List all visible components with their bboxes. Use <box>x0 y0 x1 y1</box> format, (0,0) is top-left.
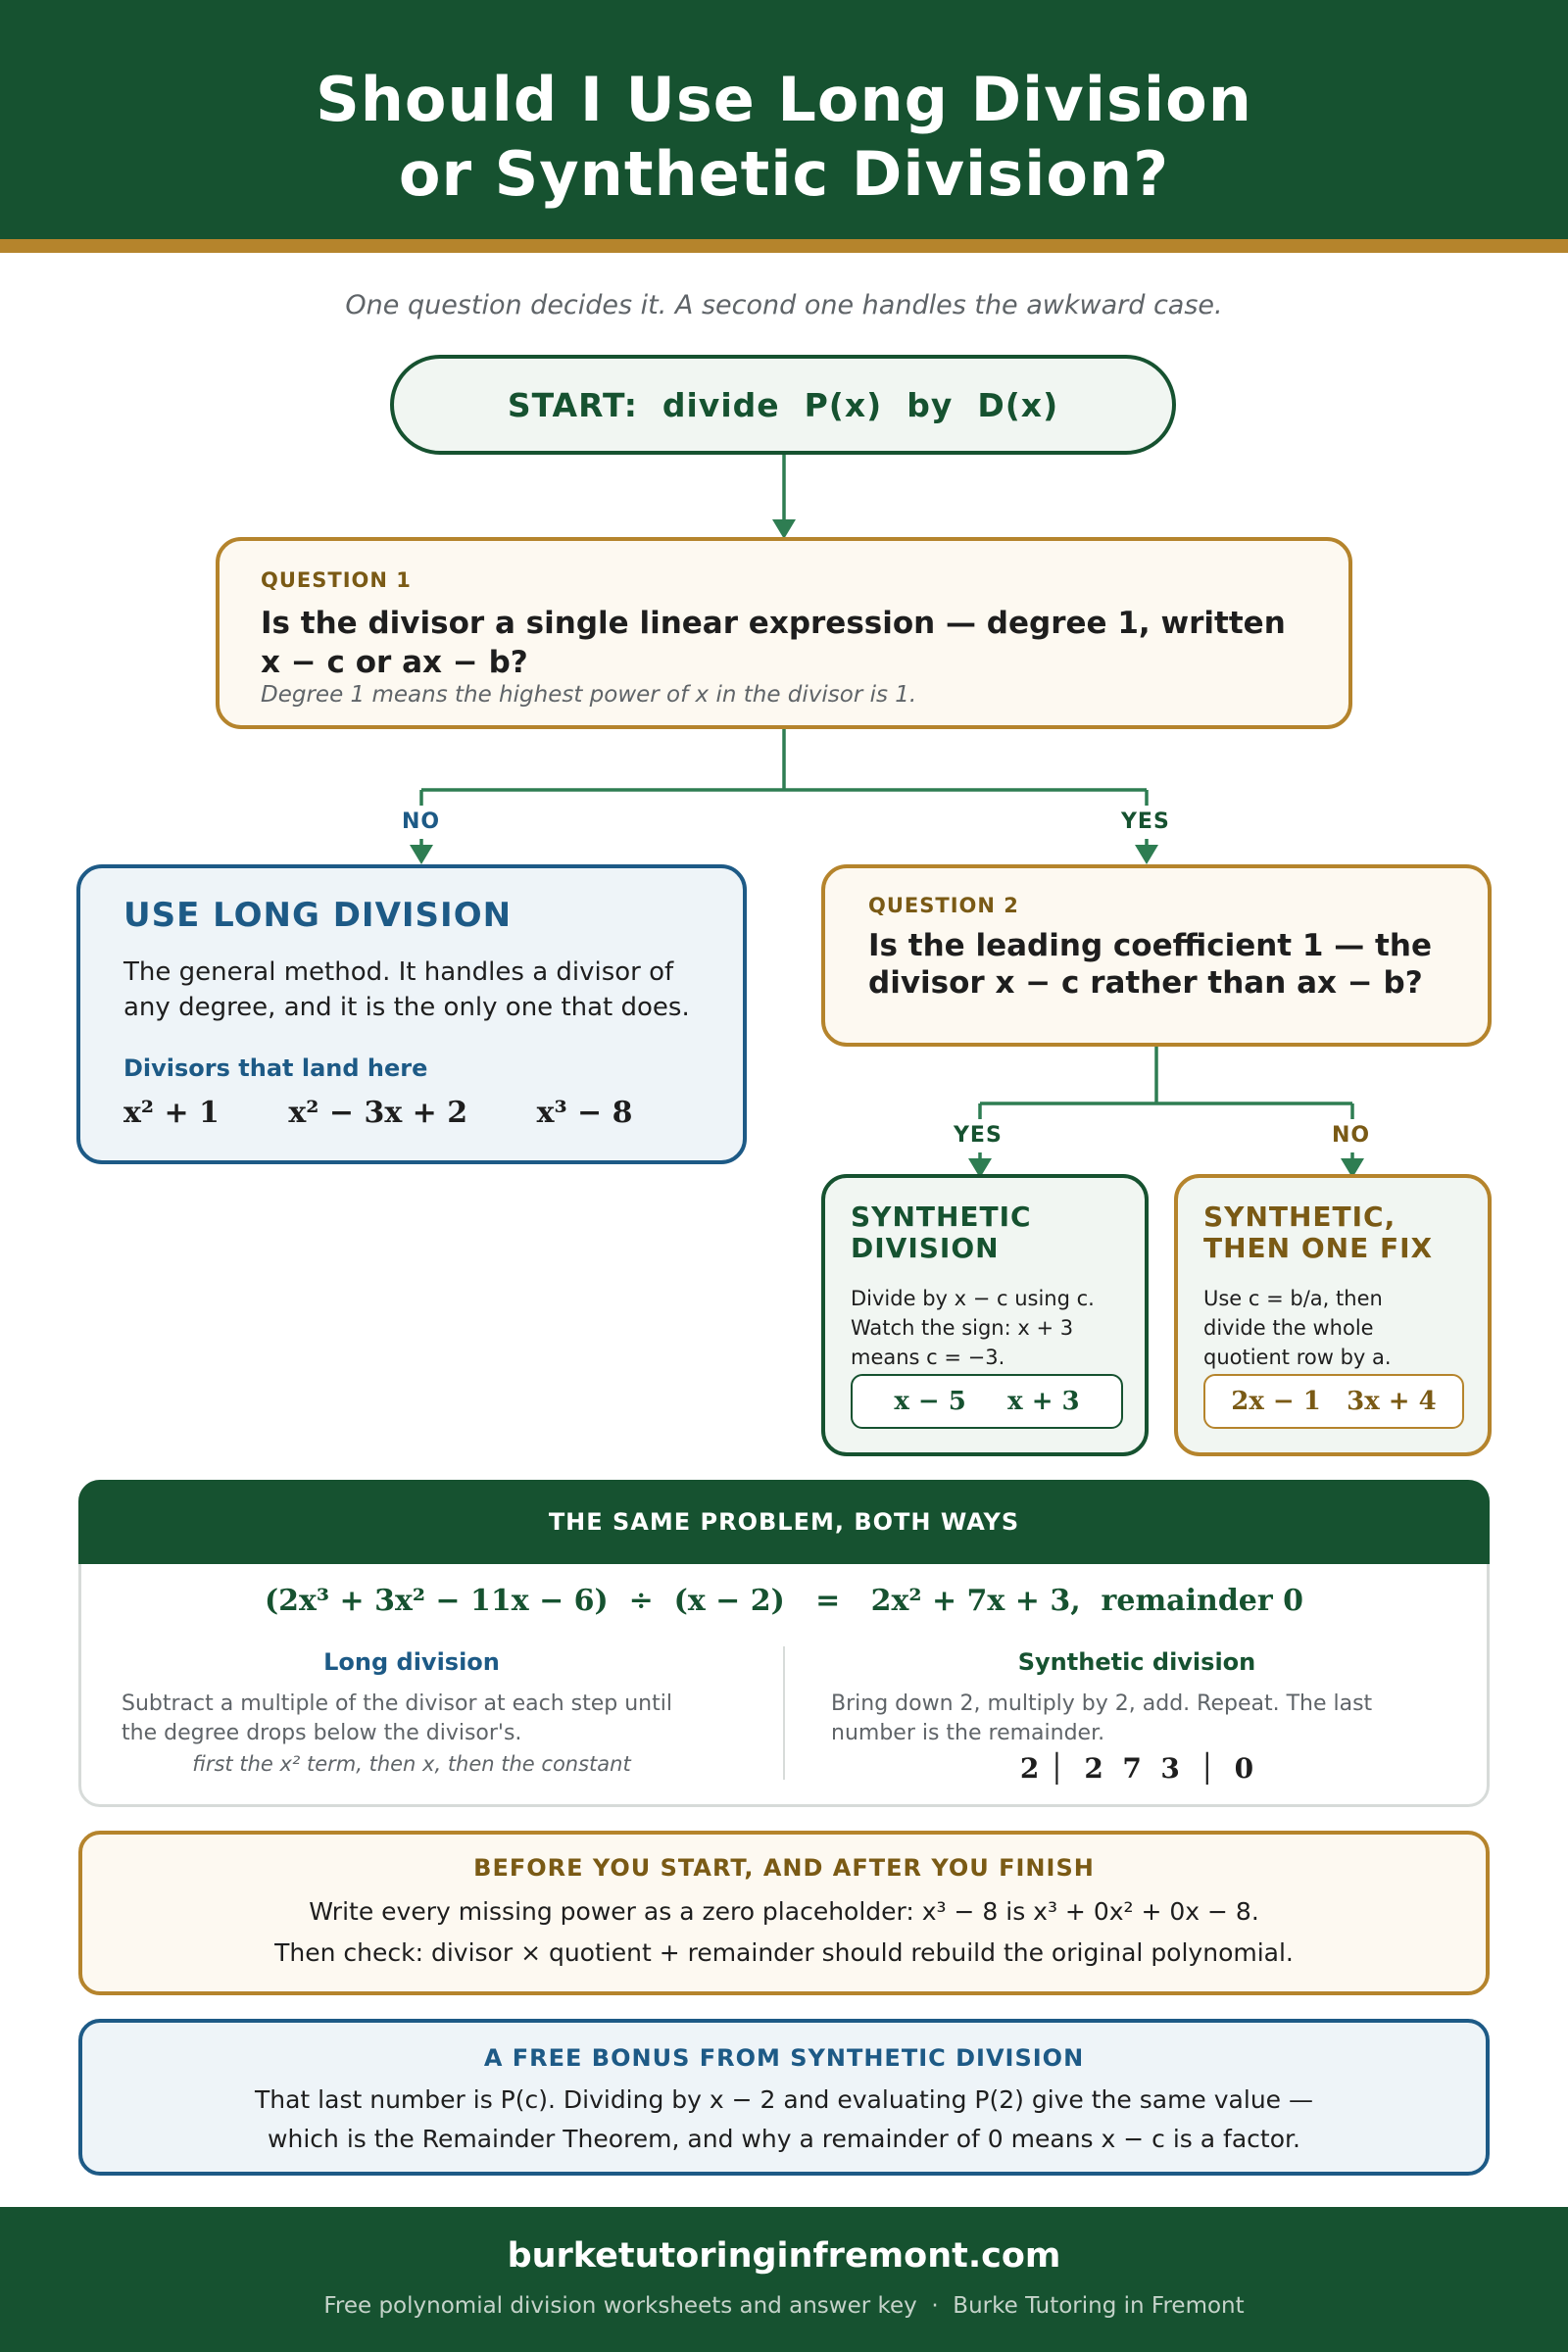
q1-no-label: NO <box>402 809 441 834</box>
synthetic-example: x + 3 <box>1007 1387 1080 1416</box>
question-1-box <box>216 537 1352 729</box>
question-1-note: Degree 1 means the highest power of x in the divisor is 1. <box>261 682 917 708</box>
long-division-example-column <box>122 1648 749 1776</box>
synthetic-desc-line-3: means c = −3. <box>851 1346 1005 1369</box>
synthetic-title-line-1: SYNTHETIC <box>851 1200 1032 1233</box>
synthetic-fix-desc-line-2: divide the whole <box>1203 1316 1374 1340</box>
synthetic-fix-desc <box>1203 1284 1392 1372</box>
synthetic-division-example-desc-line-1: Bring down 2, multiply by 2, add. Repeat. The last <box>831 1691 1373 1716</box>
synthetic-title <box>851 1201 1032 1264</box>
synthetic-fix-box <box>1174 1174 1492 1456</box>
synthetic-desc-line-1: Divide by x − c using c. <box>851 1287 1095 1310</box>
bonus-heading: A FREE BONUS FROM SYNTHETIC DIVISION <box>483 2044 1085 2072</box>
synthetic-division-example-desc <box>831 1690 1458 1748</box>
synthetic-fix-title <box>1203 1201 1433 1264</box>
synthetic-division-row: 2 │ 2 7 3 │ 0 <box>1019 1752 1254 1785</box>
synthetic-fix-desc-line-3: quotient row by a. <box>1203 1346 1392 1369</box>
start-node: START: divide P(x) by D(x) <box>390 355 1176 455</box>
question-2-tag: QUESTION 2 <box>868 894 1019 917</box>
synthetic-fix-example: 2x − 1 <box>1231 1387 1321 1416</box>
long-division-example-desc-line-2: the degree drops below the divisor's. <box>122 1721 522 1745</box>
synthetic-division-box <box>821 1174 1149 1456</box>
q1-yes-label: YES <box>1121 809 1170 834</box>
synthetic-desc <box>851 1284 1095 1372</box>
question-1-line-2: x − c or ax − b? <box>261 645 528 680</box>
same-problem-divider <box>783 1646 785 1780</box>
same-problem-heading: THE SAME PROBLEM, BOTH WAYS <box>78 1480 1490 1564</box>
long-division-example-note: first the x² term, then x, then the constant <box>192 1752 631 1776</box>
synthetic-fix-desc-line-1: Use c = b/a, then <box>1203 1287 1383 1310</box>
footer-site-link[interactable]: burketutoringinfremont.com <box>507 2236 1061 2276</box>
long-division-example: x³ − 8 <box>536 1096 633 1130</box>
synthetic-examples <box>851 1374 1123 1429</box>
subtitle: One question decides it. A second one handles the awkward case. <box>345 290 1223 320</box>
long-division-desc-line-1: The general method. It handles a divisor of <box>123 957 674 987</box>
long-division-example: x² + 1 <box>123 1096 220 1130</box>
before-after-box <box>78 1831 1490 1995</box>
title-line-2: or Synthetic Division? <box>398 138 1170 210</box>
long-division-example-desc-line-1: Subtract a multiple of the divisor at each step until <box>122 1691 672 1716</box>
question-2-line-2: divisor x − c rather than ax − b? <box>868 965 1423 1001</box>
long-division-examples <box>123 1096 633 1130</box>
question-2-text <box>868 927 1476 1002</box>
long-division-examples-label: Divisors that land here <box>123 1054 428 1082</box>
synthetic-fix-examples <box>1203 1374 1464 1429</box>
bonus-box <box>78 2019 1490 2176</box>
before-after-line-2: Then check: divisor × quotient + remainder should rebuild the original polynomial. <box>274 1938 1294 1967</box>
long-division-title: USE LONG DIVISION <box>123 896 513 935</box>
question-2-box <box>821 864 1492 1047</box>
footer-tagline: Free polynomial division worksheets and answer key · Burke Tutoring in Fremont <box>323 2293 1245 2319</box>
long-division-desc-line-2: any degree, and it is the only one that does. <box>123 993 690 1022</box>
long-division-example-title: Long division <box>323 1648 500 1676</box>
synthetic-division-example-title: Synthetic division <box>1017 1648 1256 1676</box>
long-division-example-desc <box>122 1690 749 1748</box>
before-after-heading: BEFORE YOU START, AND AFTER YOU FINISH <box>473 1854 1095 1882</box>
before-after-line-1: Write every missing power as a zero placeholder: x³ − 8 is x³ + 0x² + 0x − 8. <box>309 1897 1259 1926</box>
long-division-example: x² − 3x + 2 <box>288 1096 468 1130</box>
title-line-1: Should I Use Long Division <box>316 64 1252 135</box>
bonus-line-2: which is the Remainder Theorem, and why a remainder of 0 means x − c is a factor. <box>268 2125 1300 2153</box>
synthetic-division-example-column <box>831 1648 1458 1785</box>
synthetic-fix-title-line-1: SYNTHETIC, <box>1203 1200 1396 1233</box>
long-division-box <box>76 864 747 1164</box>
synthetic-fix-example: 3x + 4 <box>1347 1387 1437 1416</box>
long-division-desc <box>123 955 690 1025</box>
synthetic-fix-title-line-2: THEN ONE FIX <box>1203 1232 1434 1264</box>
question-2-line-1: Is the leading coefficient 1 — the <box>868 928 1432 963</box>
question-1-line-1: Is the divisor a single linear expression — degree 1, written <box>261 606 1286 641</box>
question-1-tag: QUESTION 1 <box>261 568 412 592</box>
synthetic-title-line-2: DIVISION <box>851 1232 1000 1264</box>
synthetic-example: x − 5 <box>894 1387 966 1416</box>
question-1-text <box>261 604 1329 682</box>
synthetic-desc-line-2: Watch the sign: x + 3 <box>851 1316 1074 1340</box>
synthetic-division-example-desc-line-2: number is the remainder. <box>831 1721 1105 1745</box>
q2-yes-label: YES <box>954 1123 1003 1148</box>
q2-no-label: NO <box>1332 1123 1371 1148</box>
same-problem-equation: (2x³ + 3x² − 11x − 6) ÷ (x − 2) = 2x² + 7x + 3, remainder 0 <box>264 1584 1304 1618</box>
bonus-line-1: That last number is P(c). Dividing by x − 2 and evaluating P(2) give the same value — <box>255 2085 1313 2114</box>
footer <box>0 2207 1568 2352</box>
